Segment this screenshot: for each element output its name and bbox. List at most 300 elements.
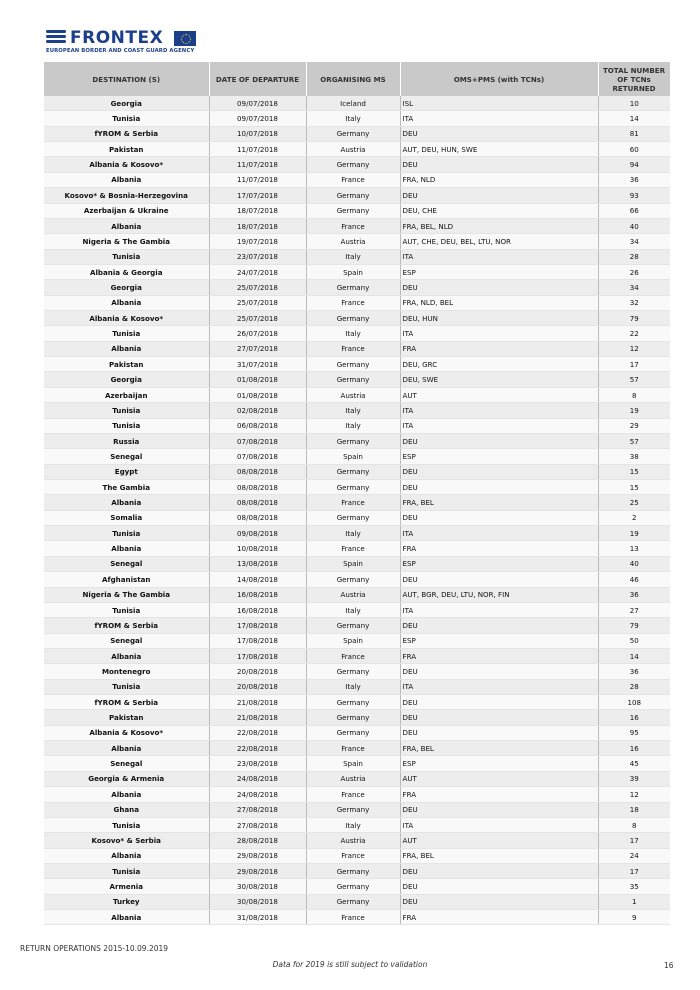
cell-total: 28 <box>598 249 670 264</box>
table-row <box>44 679 670 694</box>
cell-organising-ms: France <box>306 648 400 663</box>
table-row <box>44 848 670 863</box>
cell-destination: Senegal <box>44 556 209 571</box>
table-row <box>44 479 670 494</box>
cell-organising-ms: Germany <box>306 664 400 679</box>
cell-destination: Tunisia <box>44 817 209 832</box>
cell-destination: The Gambia <box>44 479 209 494</box>
cell-date: 30/08/2018 <box>209 894 306 909</box>
table-row <box>44 280 670 295</box>
cell-date: 14/08/2018 <box>209 572 306 587</box>
cell-organising-ms: Italy <box>306 526 400 541</box>
column-header-total: TOTAL NUMBER OF TCNs RETURNED <box>598 62 670 96</box>
cell-oms-pms: DEU <box>400 618 598 633</box>
table-row <box>44 833 670 848</box>
cell-organising-ms: Germany <box>306 695 400 710</box>
cell-organising-ms: Austria <box>306 833 400 848</box>
cell-oms-pms: AUT, BGR, DEU, LTU, NOR, FIN <box>400 587 598 602</box>
cell-oms-pms: DEU <box>400 464 598 479</box>
cell-destination: Nigeria & The Gambia <box>44 234 209 249</box>
cell-destination: Albania <box>44 172 209 187</box>
cell-date: 25/07/2018 <box>209 280 306 295</box>
column-header-oms-pms: OMS+PMS (with TCNs) <box>400 62 598 96</box>
cell-total: 12 <box>598 341 670 356</box>
cell-destination: Pakistan <box>44 142 209 157</box>
cell-total: 36 <box>598 664 670 679</box>
table-row <box>44 142 670 157</box>
table-row <box>44 756 670 771</box>
table-row <box>44 664 670 679</box>
cell-organising-ms: Austria <box>306 387 400 402</box>
cell-date: 01/08/2018 <box>209 387 306 402</box>
cell-destination: Georgia <box>44 372 209 387</box>
cell-date: 11/07/2018 <box>209 172 306 187</box>
cell-oms-pms: DEU <box>400 479 598 494</box>
cell-date: 06/08/2018 <box>209 418 306 433</box>
cell-destination: Pakistan <box>44 710 209 725</box>
cell-date: 24/08/2018 <box>209 771 306 786</box>
table-row <box>44 126 670 141</box>
cell-oms-pms: ESP <box>400 633 598 648</box>
cell-date: 25/07/2018 <box>209 295 306 310</box>
cell-oms-pms: FRA, NLD <box>400 172 598 187</box>
cell-destination: Senegal <box>44 633 209 648</box>
cell-date: 27/07/2018 <box>209 341 306 356</box>
cell-organising-ms: Germany <box>306 510 400 525</box>
cell-organising-ms: Italy <box>306 326 400 341</box>
cell-date: 30/08/2018 <box>209 879 306 894</box>
table-row <box>44 587 670 602</box>
footer-document-title: RETURN OPERATIONS 2015-10.09.2019 <box>20 944 169 953</box>
cell-oms-pms: ITA <box>400 418 598 433</box>
table-row <box>44 526 670 541</box>
cell-destination: Albania <box>44 648 209 663</box>
cell-organising-ms: France <box>306 541 400 556</box>
table-row <box>44 403 670 418</box>
cell-destination: Georgia & Armenia <box>44 771 209 786</box>
table-row <box>44 249 670 264</box>
cell-total: 16 <box>598 741 670 756</box>
cell-organising-ms: Austria <box>306 587 400 602</box>
cell-organising-ms: Italy <box>306 403 400 418</box>
cell-destination: Albania <box>44 218 209 233</box>
cell-date: 21/08/2018 <box>209 710 306 725</box>
table-row <box>44 326 670 341</box>
cell-organising-ms: Austria <box>306 771 400 786</box>
cell-total: 60 <box>598 142 670 157</box>
table-row <box>44 710 670 725</box>
cell-date: 17/08/2018 <box>209 633 306 648</box>
cell-organising-ms: Italy <box>306 602 400 617</box>
cell-organising-ms: Germany <box>306 126 400 141</box>
table-row <box>44 879 670 894</box>
cell-organising-ms: Germany <box>306 280 400 295</box>
cell-destination: Albania <box>44 848 209 863</box>
table-row <box>44 203 670 218</box>
table-row <box>44 433 670 448</box>
cell-destination: Tunisia <box>44 249 209 264</box>
cell-organising-ms: France <box>306 741 400 756</box>
table-row <box>44 218 670 233</box>
column-header-destination: DESTINATION (S) <box>44 62 209 96</box>
table-row <box>44 894 670 909</box>
cell-oms-pms: AUT <box>400 387 598 402</box>
cell-organising-ms: France <box>306 495 400 510</box>
cell-destination: Albania <box>44 341 209 356</box>
table-row <box>44 172 670 187</box>
cell-date: 07/08/2018 <box>209 449 306 464</box>
cell-date: 31/07/2018 <box>209 357 306 372</box>
cell-date: 19/07/2018 <box>209 234 306 249</box>
cell-total: 57 <box>598 433 670 448</box>
cell-organising-ms: Germany <box>306 357 400 372</box>
cell-oms-pms: FRA, NLD, BEL <box>400 295 598 310</box>
cell-oms-pms: AUT <box>400 771 598 786</box>
cell-destination: Egypt <box>44 464 209 479</box>
cell-oms-pms: ESP <box>400 264 598 279</box>
table-row <box>44 556 670 571</box>
cell-destination: Ghana <box>44 802 209 817</box>
table-header-row <box>44 62 670 96</box>
cell-date: 17/07/2018 <box>209 188 306 203</box>
cell-organising-ms: Germany <box>306 433 400 448</box>
cell-oms-pms: FRA <box>400 341 598 356</box>
cell-organising-ms: France <box>306 787 400 802</box>
cell-oms-pms: DEU <box>400 664 598 679</box>
cell-destination: Azerbaijan <box>44 387 209 402</box>
cell-oms-pms: DEU <box>400 157 598 172</box>
cell-total: 79 <box>598 618 670 633</box>
cell-date: 18/07/2018 <box>209 203 306 218</box>
cell-organising-ms: Italy <box>306 249 400 264</box>
cell-destination: Albania & Kosovo* <box>44 157 209 172</box>
cell-organising-ms: France <box>306 910 400 925</box>
cell-total: 79 <box>598 311 670 326</box>
table-row <box>44 357 670 372</box>
cell-organising-ms: Italy <box>306 418 400 433</box>
cell-total: 19 <box>598 403 670 418</box>
cell-organising-ms: Italy <box>306 679 400 694</box>
cell-destination: fYROM & Serbia <box>44 126 209 141</box>
cell-total: 93 <box>598 188 670 203</box>
cell-oms-pms: DEU <box>400 280 598 295</box>
cell-date: 16/08/2018 <box>209 587 306 602</box>
table-row <box>44 725 670 740</box>
cell-total: 66 <box>598 203 670 218</box>
cell-oms-pms: FRA <box>400 910 598 925</box>
cell-date: 29/08/2018 <box>209 863 306 878</box>
cell-date: 20/08/2018 <box>209 664 306 679</box>
table-row <box>44 464 670 479</box>
cell-oms-pms: DEU <box>400 572 598 587</box>
cell-date: 20/08/2018 <box>209 679 306 694</box>
cell-total: 8 <box>598 817 670 832</box>
cell-organising-ms: Spain <box>306 449 400 464</box>
table-row <box>44 618 670 633</box>
cell-date: 23/08/2018 <box>209 756 306 771</box>
cell-total: 50 <box>598 633 670 648</box>
cell-total: 81 <box>598 126 670 141</box>
cell-total: 12 <box>598 787 670 802</box>
cell-date: 28/08/2018 <box>209 833 306 848</box>
cell-destination: Albania <box>44 495 209 510</box>
cell-destination: Kosovo* & Bosnia-Herzegovina <box>44 188 209 203</box>
cell-organising-ms: France <box>306 848 400 863</box>
cell-total: 13 <box>598 541 670 556</box>
cell-oms-pms: DEU, GRC <box>400 357 598 372</box>
cell-total: 34 <box>598 234 670 249</box>
table-row <box>44 741 670 756</box>
table-row <box>44 572 670 587</box>
column-header-date: DATE OF DEPARTURE <box>209 62 306 96</box>
cell-date: 08/08/2018 <box>209 510 306 525</box>
table-row <box>44 648 670 663</box>
cell-oms-pms: ITA <box>400 817 598 832</box>
cell-total: 17 <box>598 357 670 372</box>
cell-total: 29 <box>598 418 670 433</box>
cell-destination: Afghanistan <box>44 572 209 587</box>
cell-total: 25 <box>598 495 670 510</box>
cell-oms-pms: DEU <box>400 725 598 740</box>
table-row <box>44 495 670 510</box>
cell-organising-ms: Germany <box>306 157 400 172</box>
cell-organising-ms: Germany <box>306 618 400 633</box>
cell-date: 08/08/2018 <box>209 464 306 479</box>
cell-destination: Tunisia <box>44 526 209 541</box>
cell-oms-pms: FRA, BEL <box>400 495 598 510</box>
cell-date: 24/08/2018 <box>209 787 306 802</box>
cell-date: 09/07/2018 <box>209 111 306 126</box>
cell-destination: Tunisia <box>44 111 209 126</box>
cell-oms-pms: ITA <box>400 602 598 617</box>
cell-oms-pms: FRA <box>400 541 598 556</box>
cell-date: 25/07/2018 <box>209 311 306 326</box>
cell-total: 34 <box>598 280 670 295</box>
logo-wordmark: FRONTEX <box>70 28 164 48</box>
cell-oms-pms: AUT, CHE, DEU, BEL, LTU, NOR <box>400 234 598 249</box>
cell-destination: Albania <box>44 741 209 756</box>
eu-flag-icon <box>174 31 196 46</box>
table-row <box>44 234 670 249</box>
cell-oms-pms: ITA <box>400 111 598 126</box>
table-body <box>44 96 670 925</box>
cell-organising-ms: Germany <box>306 802 400 817</box>
cell-organising-ms: Spain <box>306 756 400 771</box>
cell-destination: Senegal <box>44 449 209 464</box>
cell-organising-ms: Italy <box>306 111 400 126</box>
cell-total: 14 <box>598 111 670 126</box>
cell-oms-pms: FRA, BEL, NLD <box>400 218 598 233</box>
cell-destination: Tunisia <box>44 863 209 878</box>
cell-oms-pms: DEU <box>400 188 598 203</box>
cell-oms-pms: DEU <box>400 695 598 710</box>
cell-oms-pms: FRA, BEL <box>400 848 598 863</box>
cell-oms-pms: ITA <box>400 249 598 264</box>
cell-date: 22/08/2018 <box>209 725 306 740</box>
cell-date: 29/08/2018 <box>209 848 306 863</box>
cell-oms-pms: ESP <box>400 756 598 771</box>
cell-oms-pms: ESP <box>400 449 598 464</box>
cell-organising-ms: Spain <box>306 633 400 648</box>
cell-date: 11/07/2018 <box>209 142 306 157</box>
cell-organising-ms: Spain <box>306 556 400 571</box>
cell-total: 94 <box>598 157 670 172</box>
cell-total: 17 <box>598 863 670 878</box>
cell-oms-pms: FRA <box>400 787 598 802</box>
table-row <box>44 510 670 525</box>
cell-date: 18/07/2018 <box>209 218 306 233</box>
cell-destination: Tunisia <box>44 602 209 617</box>
table-row <box>44 341 670 356</box>
cell-oms-pms: ESP <box>400 556 598 571</box>
cell-organising-ms: Austria <box>306 142 400 157</box>
cell-destination: Georgia <box>44 280 209 295</box>
cell-total: 27 <box>598 602 670 617</box>
cell-oms-pms: FRA, BEL <box>400 741 598 756</box>
frontex-logo <box>46 28 206 58</box>
table-row <box>44 96 670 111</box>
cell-date: 21/08/2018 <box>209 695 306 710</box>
cell-organising-ms: Germany <box>306 725 400 740</box>
cell-oms-pms: DEU <box>400 879 598 894</box>
cell-date: 08/08/2018 <box>209 479 306 494</box>
table-row <box>44 387 670 402</box>
cell-destination: Georgia <box>44 96 209 111</box>
cell-total: 16 <box>598 710 670 725</box>
column-header-organising-ms: ORGANISING MS <box>306 62 400 96</box>
table-row <box>44 295 670 310</box>
cell-oms-pms: DEU, HUN <box>400 311 598 326</box>
cell-destination: Albania <box>44 541 209 556</box>
cell-organising-ms: Iceland <box>306 96 400 111</box>
cell-date: 17/08/2018 <box>209 648 306 663</box>
cell-oms-pms: DEU <box>400 710 598 725</box>
cell-date: 01/08/2018 <box>209 372 306 387</box>
cell-organising-ms: Austria <box>306 234 400 249</box>
cell-destination: Albania & Georgia <box>44 264 209 279</box>
return-operations-table <box>44 62 671 925</box>
cell-total: 45 <box>598 756 670 771</box>
cell-total: 2 <box>598 510 670 525</box>
cell-total: 15 <box>598 464 670 479</box>
cell-total: 28 <box>598 679 670 694</box>
cell-oms-pms: DEU, CHE <box>400 203 598 218</box>
table-row <box>44 817 670 832</box>
cell-total: 57 <box>598 372 670 387</box>
cell-date: 11/07/2018 <box>209 157 306 172</box>
cell-total: 40 <box>598 556 670 571</box>
cell-total: 17 <box>598 833 670 848</box>
cell-oms-pms: DEU <box>400 863 598 878</box>
cell-total: 36 <box>598 172 670 187</box>
cell-total: 39 <box>598 771 670 786</box>
cell-date: 13/08/2018 <box>209 556 306 571</box>
cell-total: 35 <box>598 879 670 894</box>
table-row <box>44 157 670 172</box>
table-row <box>44 449 670 464</box>
cell-total: 95 <box>598 725 670 740</box>
cell-destination: Turkey <box>44 894 209 909</box>
cell-oms-pms: DEU <box>400 894 598 909</box>
cell-oms-pms: DEU, SWE <box>400 372 598 387</box>
cell-date: 16/08/2018 <box>209 602 306 617</box>
cell-date: 09/07/2018 <box>209 96 306 111</box>
cell-destination: Tunisia <box>44 679 209 694</box>
cell-destination: Tunisia <box>44 418 209 433</box>
cell-oms-pms: DEU <box>400 510 598 525</box>
cell-organising-ms: France <box>306 295 400 310</box>
cell-total: 14 <box>598 648 670 663</box>
cell-date: 02/08/2018 <box>209 403 306 418</box>
cell-total: 8 <box>598 387 670 402</box>
cell-destination: Albania <box>44 295 209 310</box>
cell-destination: Somalia <box>44 510 209 525</box>
cell-date: 26/07/2018 <box>209 326 306 341</box>
cell-oms-pms: FRA <box>400 648 598 663</box>
frontex-waves-icon <box>46 30 66 47</box>
cell-destination: Albania & Kosovo* <box>44 725 209 740</box>
cell-organising-ms: Italy <box>306 817 400 832</box>
cell-destination: fYROM & Serbia <box>44 695 209 710</box>
table-row <box>44 111 670 126</box>
cell-oms-pms: ITA <box>400 526 598 541</box>
table-row <box>44 863 670 878</box>
cell-total: 9 <box>598 910 670 925</box>
cell-organising-ms: Germany <box>306 710 400 725</box>
cell-date: 10/07/2018 <box>209 126 306 141</box>
cell-organising-ms: Germany <box>306 203 400 218</box>
table-row <box>44 188 670 203</box>
cell-organising-ms: Germany <box>306 572 400 587</box>
cell-date: 31/08/2018 <box>209 910 306 925</box>
cell-total: 108 <box>598 695 670 710</box>
cell-date: 22/08/2018 <box>209 741 306 756</box>
cell-total: 40 <box>598 218 670 233</box>
table-row <box>44 802 670 817</box>
footer-validation-note: Data for 2019 is still subject to validation <box>272 960 428 969</box>
cell-destination: Albania <box>44 787 209 802</box>
table-row <box>44 311 670 326</box>
cell-oms-pms: DEU <box>400 802 598 817</box>
cell-oms-pms: DEU <box>400 126 598 141</box>
table-row <box>44 787 670 802</box>
cell-total: 36 <box>598 587 670 602</box>
table-row <box>44 602 670 617</box>
table-row <box>44 910 670 925</box>
cell-destination: Albania <box>44 910 209 925</box>
cell-organising-ms: France <box>306 218 400 233</box>
table-row <box>44 264 670 279</box>
cell-total: 26 <box>598 264 670 279</box>
table-row <box>44 541 670 556</box>
table-row <box>44 633 670 648</box>
cell-destination: Russia <box>44 433 209 448</box>
table-row <box>44 695 670 710</box>
cell-oms-pms: ITA <box>400 403 598 418</box>
table-row <box>44 372 670 387</box>
cell-total: 38 <box>598 449 670 464</box>
cell-destination: fYROM & Serbia <box>44 618 209 633</box>
table-row <box>44 771 670 786</box>
cell-date: 27/08/2018 <box>209 817 306 832</box>
cell-organising-ms: Germany <box>306 863 400 878</box>
cell-organising-ms: Germany <box>306 879 400 894</box>
cell-organising-ms: Germany <box>306 311 400 326</box>
cell-date: 08/08/2018 <box>209 495 306 510</box>
cell-oms-pms: ITA <box>400 326 598 341</box>
cell-date: 17/08/2018 <box>209 618 306 633</box>
cell-oms-pms: ITA <box>400 679 598 694</box>
